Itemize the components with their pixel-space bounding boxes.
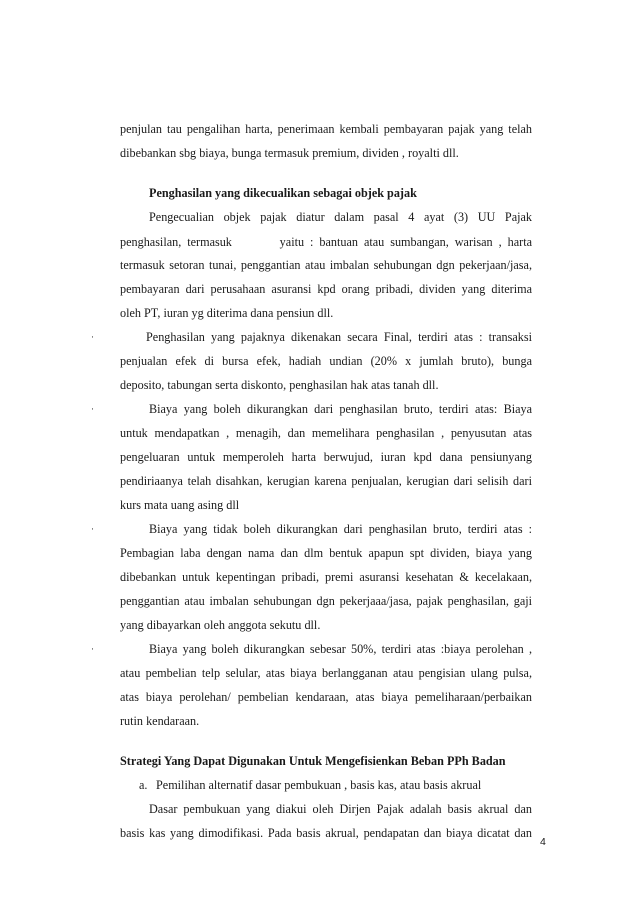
- bullet-item-line: Biaya yang boleh dikurangkan sebesar 50%, terdiri atas :biaya perolehan ,: [149, 642, 532, 656]
- paragraph-line: Pembagian laba dengan nama dan dlm bentuk apapun spt dividen, biaya yang: [120, 546, 532, 560]
- bullet-marker: ·: [91, 524, 94, 534]
- paragraph-line: dibebankan untuk kepentingan pribadi, premi asuransi kesehatan & kecelakaan,: [120, 570, 532, 584]
- paragraph-line: kurs mata uang asing dll: [120, 498, 240, 512]
- paragraph-line: yang dibayarkan oleh anggota sekutu dll.: [120, 618, 321, 632]
- list-item: [139, 777, 481, 793]
- paragraph-line: penghasilan, termasuk yaitu : bantuan atau sumbangan, warisan , harta: [120, 235, 532, 249]
- section-heading: Penghasilan yang dikecualikan sebagai objek pajak: [149, 186, 417, 200]
- paragraph-line: Dasar pembukuan yang diakui oleh Dirjen Pajak adalah basis akrual dan: [149, 802, 532, 816]
- bullet-marker: ·: [91, 332, 94, 342]
- bullet-item-line: Biaya yang boleh dikurangkan dari penghasilan bruto, terdiri atas: Biaya: [149, 402, 532, 416]
- paragraph-line: dibebankan sbg biaya, bunga termasuk premium, dividen , royalti dll.: [120, 146, 459, 160]
- page-number: 4: [540, 836, 546, 848]
- paragraph-line: oleh PT, iuran yg diterima dana pensiun dll.: [120, 306, 334, 320]
- paragraph-line: deposito, tabungan serta diskonto, penghasilan hak atas tanah dll.: [120, 378, 439, 392]
- paragraph-line: atau pembelian telp selular, atas biaya berlangganan atau pengisian ulang pulsa,: [120, 666, 532, 680]
- paragraph-line: pembayaran dari perusahaan asuransi kpd orang pribadi, dividen yang diterima: [120, 282, 532, 296]
- paragraph-line: Pengecualian objek pajak diatur dalam pasal 4 ayat (3) UU Pajak: [149, 210, 532, 224]
- paragraph-line: pendiriaanya telah disahkan, kerugian karena penjualan, kerugian dari selisih dari: [120, 474, 532, 488]
- paragraph-line: termasuk setoran tunai, penggantian atau imbalan sehubungan dgn pekerjaan/jasa,: [120, 258, 532, 272]
- bullet-item-line: Penghasilan yang pajaknya dikenakan secara Final, terdiri atas : transaksi: [146, 330, 532, 344]
- paragraph-line: penggantian atau imbalan sehubungan dgn pekerjaaa/jasa, pajak penghasilan, gaji: [120, 594, 532, 608]
- bullet-marker: ·: [91, 404, 94, 414]
- paragraph-line: rutin kendaraan.: [120, 714, 200, 728]
- list-item-text: Pemilihan alternatif dasar pembukuan , basis kas, atau basis akrual: [156, 778, 482, 792]
- bullet-item-line: Biaya yang tidak boleh dikurangkan dari penghasilan bruto, terdiri atas :: [149, 522, 532, 536]
- paragraph-line: pengeluaran untuk memperoleh harta berwujud, iuran kpd dana pensiunyang: [120, 450, 532, 464]
- paragraph-line: untuk mendapatkan , menagih, dan memelihara penghasilan , penyusutan atas: [120, 426, 532, 440]
- section-heading: Strategi Yang Dapat Digunakan Untuk Mengefisienkan Beban PPh Badan: [120, 754, 506, 768]
- list-item-label: a.: [139, 778, 148, 792]
- paragraph-line: basis kas yang dimodifikasi. Pada basis akrual, pendapatan dan biaya dicatat dan: [120, 826, 532, 840]
- paragraph-line: penjualan efek di bursa efek, hadiah undian (20% x jumlah bruto), bunga: [120, 354, 532, 368]
- paragraph-line: atas biaya perolehan/ pembelian kendaraan, atas biaya pemeliharaan/perbaikan: [120, 690, 532, 704]
- bullet-marker: ·: [91, 644, 94, 654]
- paragraph-line: penjulan tau pengalihan harta, penerimaan kembali pembayaran pajak yang telah: [120, 122, 532, 136]
